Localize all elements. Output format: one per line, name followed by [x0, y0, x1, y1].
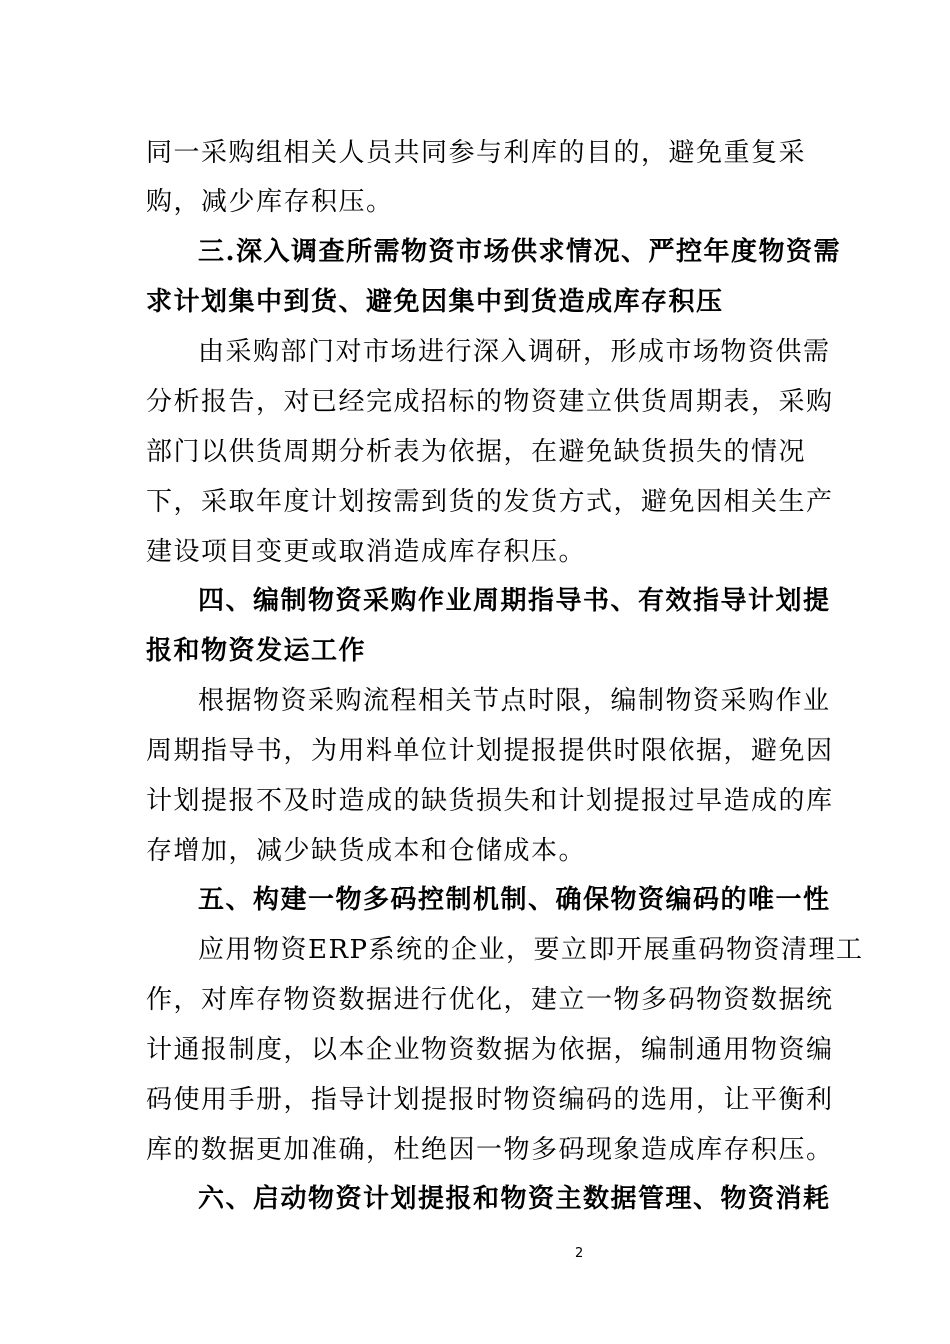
page-number: 2 — [575, 1246, 584, 1261]
section-heading: 四、编制物资采购作业周期指导书、有效指导计划提 — [198, 586, 831, 616]
body-text-line: 根据物资采购流程相关节点时限，编制物资采购作业 — [198, 686, 831, 716]
body-text-line: 下，采取年度计划按需到货的发货方式，避免因相关生产 — [146, 487, 834, 517]
body-text-line: 计划提报不及时造成的缺货损失和计划提报过早造成的库 — [146, 786, 834, 816]
body-text-line: 作，对库存物资数据进行优化，建立一物多码物资数据统 — [146, 985, 834, 1015]
body-text-line: 存增加，减少缺货成本和仓储成本。 — [146, 836, 587, 866]
section-heading: 求计划集中到货、避免因集中到货造成库存积压 — [146, 287, 724, 317]
body-text-line: 同一采购组相关人员共同参与利库的目的，避免重复采 — [146, 138, 807, 168]
body-text-line: 码使用手册，指导计划提报时物资编码的选用，让平衡利 — [146, 1085, 834, 1115]
body-text-line: 周期指导书，为用料单位计划提报提供时限依据，避免因 — [146, 736, 834, 766]
body-text-line: 部门以供货周期分析表为依据，在避免缺货损失的情况 — [146, 437, 807, 467]
body-text-line: 购，减少库存积压。 — [146, 187, 394, 217]
body-text-line: 库的数据更加准确，杜绝因一物多码现象造成库存积压。 — [146, 1135, 834, 1165]
body-text-line: 分析报告，对已经完成招标的物资建立供货周期表，采购 — [146, 387, 834, 417]
body-text-line: 计通报制度，以本企业物资数据为依据，编制通用物资编 — [146, 1035, 834, 1065]
section-heading: 三.深入调查所需物资市场供求情况、严控年度物资需 — [198, 237, 842, 267]
body-text-line: 应用物资ERP系统的企业，要立即开展重码物资清理工 — [198, 935, 864, 965]
section-heading: 六、启动物资计划提报和物资主数据管理、物资消耗 — [198, 1184, 831, 1214]
section-heading: 报和物资发运工作 — [146, 636, 367, 666]
body-text-line: 由采购部门对市场进行深入调研，形成市场物资供需 — [198, 337, 831, 367]
body-text-line: 建设项目变更或取消造成库存积压。 — [146, 537, 587, 567]
section-heading: 五、构建一物多码控制机制、确保物资编码的唯一性 — [198, 885, 831, 915]
